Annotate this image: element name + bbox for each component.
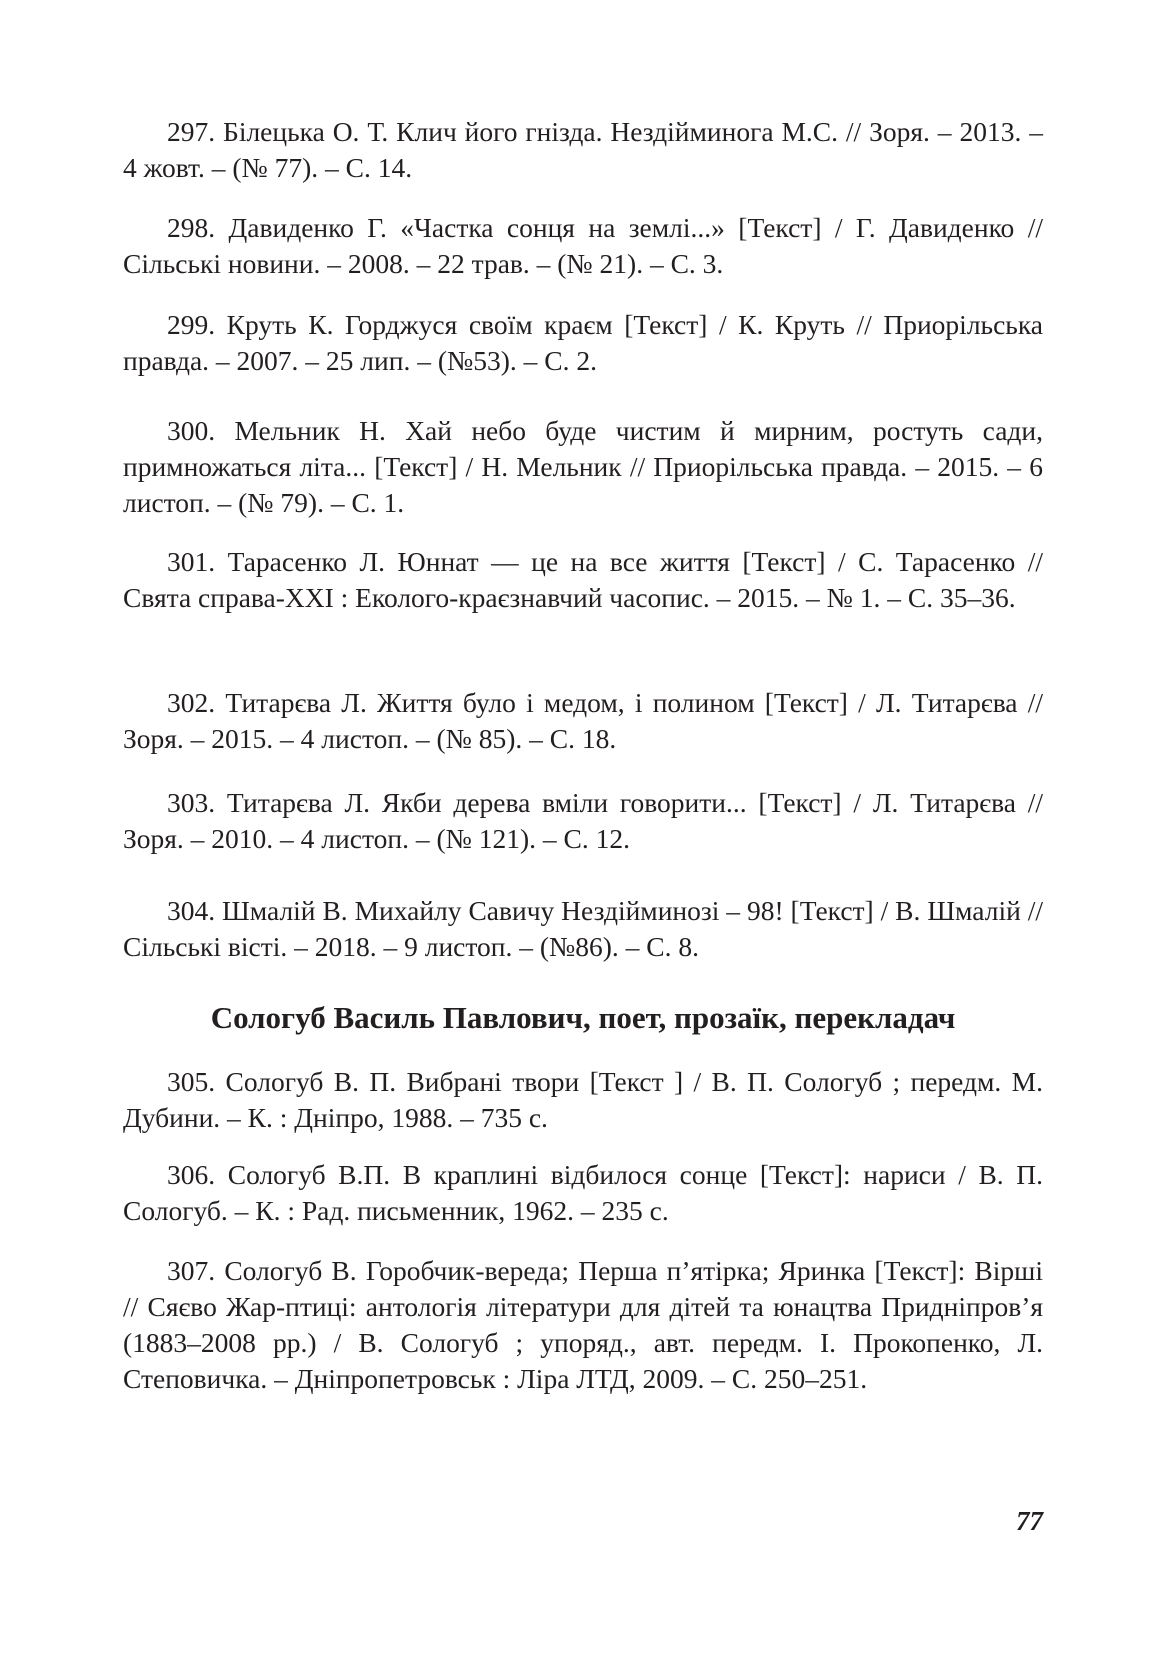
bibliography-entry: 301. Тарасенко Л. Юннат — це на все життя [Текст] / С. Тарасенко // Свята справа-XXI : Еколого-краєзнавчий часопис. – 2015. – № 1. – С. 35–36.	[123, 546, 1043, 613]
bibliography-entry: 304. Шмалій В. Михайлу Савичу Нездійминозі – 98! [Текст] / В. Шмалій // Сільські вісті. – 2018. – 9 листоп. – (№86). – С. 8.	[123, 895, 1043, 962]
bibliography-entry: 306. Сологуб В.П. В краплині відбилося сонце [Текст]: нариси / В. П. Сологуб. – К. : Рад. письменник, 1962. – 235 с.	[123, 1159, 1043, 1226]
page-number: 77	[1016, 1506, 1043, 1536]
bibliography-entry: 297. Білецька О. Т. Клич його гнізда. Нездійминога М.С. // Зоря. – 2013. – 4 жовт. – (№ 77). – С. 14.	[123, 116, 1043, 183]
bibliography-entry: 299. Круть К. Горджуся своїм краєм [Текст] / К. Круть // Приорільська правда. – 2007. – 25 лип. – (№53). – С. 2.	[123, 309, 1043, 376]
bibliography-entry: 305. Сологуб В. П. Вибрані твори [Текст ] / В. П. Сологуб ; передм. М. Дубини. – К. : Дніпро, 1988. – 735 с.	[123, 1066, 1043, 1133]
bibliography-entry: 303. Титарєва Л. Якби дерева вміли говорити... [Текст] / Л. Титарєва // Зоря. – 2010. – 4 листоп. – (№ 121). – С. 12.	[123, 787, 1043, 854]
bibliography-entry: 300. Мельник Н. Хай небо буде чистим й мирним, ростуть сади, примножаться літа... [Текст] / Н. Мельник // Приорільська правда. – 2015. – 6 листоп. – (№ 79). – С. 1.	[123, 415, 1043, 518]
bibliography-entry: 298. Давиденко Г. «Частка сонця на землі...» [Текст] / Г. Давиденко // Сільські новини. – 2008. – 22 трав. – (№ 21). – С. 3.	[123, 212, 1043, 279]
bibliography-entry: 302. Титарєва Л. Життя було і медом, і полином [Текст] / Л. Титарєва // Зоря. – 2015. – 4 листоп. – (№ 85). – С. 18.	[123, 687, 1043, 754]
section-heading: Сологуб Василь Павлович, поет, прозаїк, перекладач	[210, 1000, 956, 1035]
bibliography-entry: 307. Сологуб В. Горобчик-вереда; Перша п’ятірка; Яринка [Текст]: Вірші // Сяєво Жар-птиці: антологія літератури для дітей та юнацтва Придніпров’я (1883–2008 рр.) / В. Сологуб ; упоряд., авт. передм. І. Прокопенко, Л. Степовичка. – Дніпропетровськ : Ліра ЛТД, 2009. – С. 250–251.	[123, 1255, 1043, 1394]
document-page	[123, 0, 1043, 1654]
